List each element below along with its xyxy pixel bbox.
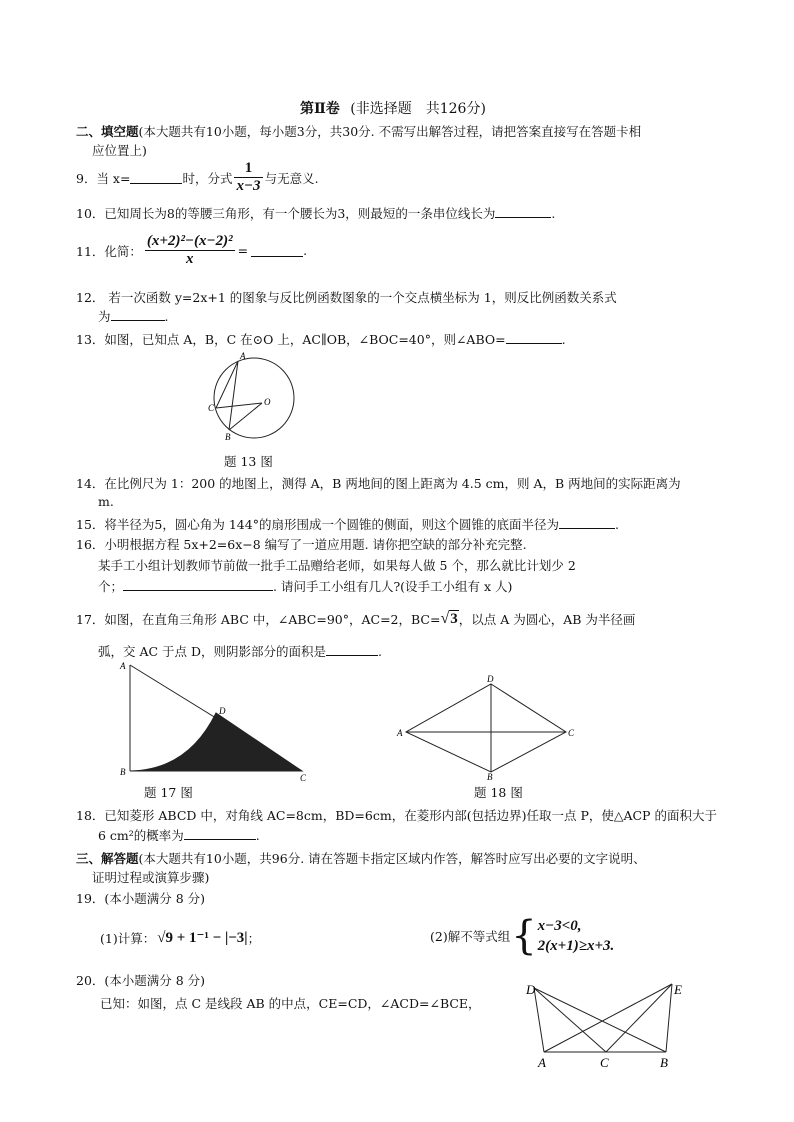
q11-answer-blank	[251, 244, 303, 257]
q20-label-b: B	[660, 1055, 668, 1070]
q20-label-a: A	[538, 1055, 546, 1070]
q19-part1-label: (1)计算：	[100, 930, 156, 946]
question-20-heading: 20．(本小题满分 8 分)	[76, 973, 206, 988]
q20-label-c: C	[600, 1055, 609, 1070]
q18-rhombus	[406, 684, 566, 772]
question-13: 13．如图，已知点 A，B，C 在⊙O 上，AC∥OB，∠BOC=40°，则∠ABO= .	[76, 332, 566, 347]
q17-figure	[116, 658, 316, 782]
q17-text-b: ，以点 A 为圆心，AB 为半径画	[458, 612, 636, 627]
q20-segment-eb	[666, 984, 672, 1052]
q12-text: 为	[98, 309, 111, 324]
title-main: 第Ⅱ卷	[300, 101, 340, 117]
brace-icon: {	[511, 913, 537, 959]
section3-instructions: (本大题共有10小题，共96分. 请在答题卡指定区域内作答，解答时应写出必要的文字说明、	[138, 851, 646, 866]
section3-instructions-cont: 证明过程或演算步骤)	[92, 870, 210, 885]
q20-segment-ce	[606, 984, 672, 1052]
q17-caption: 题 17 图	[144, 785, 193, 800]
q17-sqrt	[440, 610, 458, 628]
q12-answer-blank	[111, 308, 165, 321]
q18-text: 6 cm²的概率为	[98, 828, 184, 843]
question-11: 11．化简： $\frac{\text{(x+2)²−(x−2)²}}{x}$ = .	[76, 233, 308, 267]
q9-text-a: 9．当 x=	[76, 170, 131, 186]
q13-figure	[204, 350, 304, 446]
q20-segment-ad	[534, 988, 544, 1052]
q18-label-b: B	[487, 772, 493, 782]
section3-heading: 三、解答题	[76, 851, 139, 866]
question-18-line1: 18．已知菱形 ABCD 中，对角线 AC=8cm，BD=6cm，在菱形内部(包括边界)任取一点 P，使△ACP 的面积大于	[76, 808, 717, 823]
q16-text-b: . 请问手工小组有几人?(设手工小组有 x 人)	[273, 579, 513, 594]
q18-label-a: A	[397, 728, 403, 738]
q19-part1	[100, 928, 260, 947]
q10-text: 10．已知周长为8的等腰三角形，有一个腰长为3，则最短的一条串位线长为	[76, 206, 496, 221]
q17-label-d: D	[219, 706, 226, 716]
section-instructions-cont: 应位置上)	[92, 143, 147, 158]
q17-radicand: 3	[450, 611, 458, 627]
q11-equals: =	[237, 243, 249, 258]
question-16-line1: 16．小明根据方程 5x+2=6x−8 编写了一道应用题. 请你把空缺的部分补充完整.	[76, 537, 527, 552]
q13-segment-ob	[229, 403, 262, 430]
q13-label-a: A	[240, 351, 246, 361]
question-19-heading: 19．(本小题满分 8 分)	[76, 891, 206, 906]
section-heading: 二、填空题	[76, 124, 139, 139]
q13-circle	[214, 358, 294, 438]
q13-label-b: B	[225, 432, 231, 442]
question-16-line2: 某手工小组计划教师节前做一批手工品赠给老师，如果每人做 5 个，那么就比计划少 2	[98, 558, 576, 573]
q13-segment-oc	[216, 403, 262, 408]
q18-label-d: D	[487, 674, 494, 684]
q18-figure	[394, 672, 584, 782]
q9-denominator: x−3	[236, 178, 261, 194]
question-16-line3	[98, 577, 512, 595]
q19-part2-label: (2)解不等式组	[430, 929, 511, 944]
question-12-line2: 为 .	[98, 309, 169, 324]
q11-fraction	[145, 233, 235, 268]
q18-caption: 题 18 图	[474, 785, 523, 800]
question-17-line2: 弧，交 AC 于点 D，则阴影部分的面积是 .	[98, 644, 383, 659]
q17-text-a: 17．如图，在直角三角形 ABC 中，∠ABC=90°，AC=2，BC=	[76, 612, 441, 627]
q13-text: 13．如图，已知点 A，B，C 在⊙O 上，AC∥OB，∠BOC=40°，则∠ABO=	[76, 332, 506, 347]
section-solution	[76, 849, 646, 867]
q13-caption: 题 13 图	[224, 454, 273, 469]
q20-label-e: E	[674, 982, 682, 997]
q9-fraction	[234, 160, 262, 195]
question-14-line1: 14．在比例尺为 1：200 的地图上，测得 A，B 两地间的图上距离为 4.5 cm，则 A，B 两地间的实际距离为	[76, 476, 681, 491]
title-sub: (非选择题 共126分)	[350, 101, 486, 117]
q19-expression: √9 + 1⁻¹ − |−3|	[157, 930, 248, 946]
q13-label-c: C	[208, 403, 215, 413]
question-14-line2: m.	[98, 494, 114, 509]
question-9	[76, 160, 319, 195]
q9-numerator: 1	[244, 160, 253, 176]
q19-inequality-1: x−3<0,	[537, 918, 582, 934]
section-fill-blank	[76, 122, 641, 140]
q13-label-o: O	[264, 397, 271, 407]
q9-text-b: 时，分式	[182, 170, 233, 186]
q17-label-b: B	[120, 767, 126, 777]
question-20-text: 已知：如图，点 C 是线段 AB 的中点，CE=CD，∠ACD=∠BCE，	[100, 996, 481, 1011]
q11-text: 11．化简：	[76, 243, 142, 259]
q19-inequality-system	[538, 916, 615, 956]
q20-figure	[524, 974, 694, 1070]
q19-inequality-2: 2(x+1)≥x+3.	[537, 938, 615, 954]
q17-label-c: C	[300, 773, 307, 782]
q9-answer-blank	[130, 171, 182, 184]
q17-answer-blank	[326, 643, 378, 656]
q11-denominator: x	[145, 250, 235, 268]
q17-shaded-region	[130, 713, 302, 771]
q11-numerator: (x+2)²−(x−2)²	[146, 233, 233, 249]
q17-text-c: 弧，交 AC 于点 D，则阴影部分的面积是	[98, 644, 327, 659]
radical-icon: √	[440, 610, 450, 627]
q16-text-a: 个；	[98, 579, 124, 594]
page-title	[300, 98, 486, 118]
q17-label-a: A	[120, 661, 126, 671]
section-instructions: (本大题共有10小题，每小题3分，共30分. 不需写出解答过程，请把答案直接写在答题卡相	[138, 124, 642, 139]
question-17-line1	[76, 610, 635, 628]
q18-answer-blank	[184, 827, 256, 840]
question-10: 10．已知周长为8的等腰三角形，有一个腰长为3，则最短的一条串位线长为 .	[76, 206, 556, 221]
q20-label-d: D	[526, 982, 536, 997]
q19-part2	[430, 913, 615, 959]
q20-segment-ae	[544, 984, 672, 1052]
q20-segment-dc	[534, 988, 606, 1052]
q16-answer-blank	[123, 578, 273, 591]
q19-part1-end: ；	[247, 930, 261, 946]
question-15: 15．将半径为5，圆心角为 144°的扇形围成一个圆锥的侧面，则这个圆锥的底面半径为 .	[76, 517, 619, 532]
q15-answer-blank	[559, 516, 615, 529]
q18-label-c: C	[568, 728, 575, 738]
q9-text-c: 与无意义.	[264, 170, 319, 186]
question-18-line2: 6 cm²的概率为 .	[98, 828, 260, 843]
q10-answer-blank	[495, 205, 551, 218]
question-12-line1: 12． 若一次函数 y=2x+1 的图象与反比例函数图象的一个交点横坐标为 1，则反比例函数关系式	[76, 290, 617, 305]
q15-text: 15．将半径为5，圆心角为 144°的扇形围成一个圆锥的侧面，则这个圆锥的底面半径为	[76, 517, 559, 532]
q13-answer-blank	[506, 331, 562, 344]
